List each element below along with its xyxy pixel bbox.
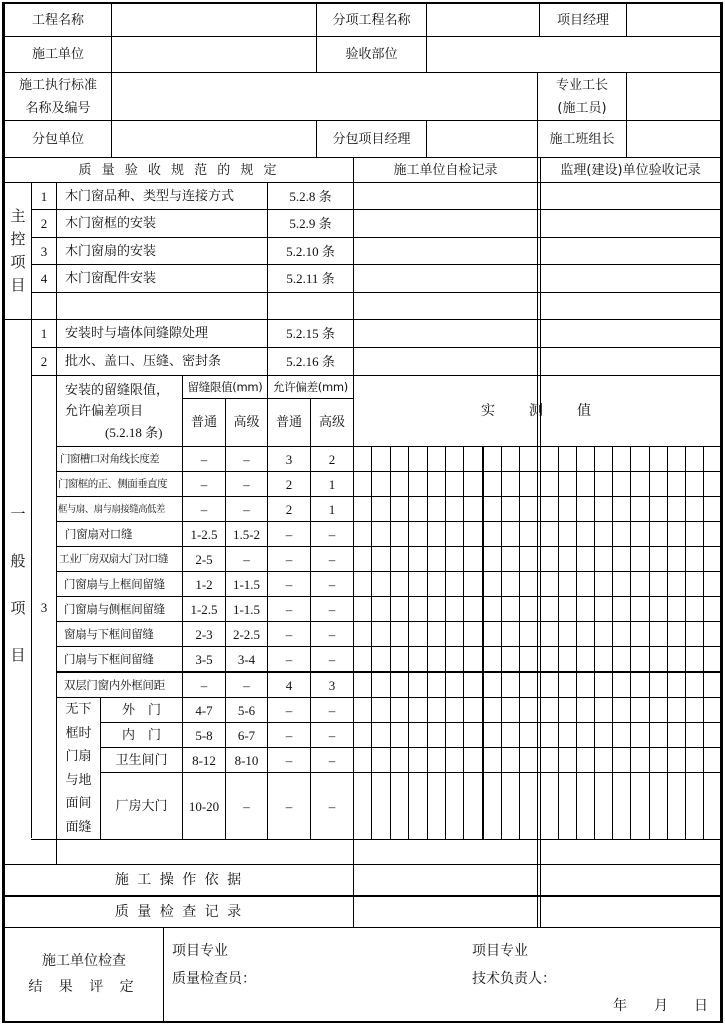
gap-premium-value: 5-6 [237, 702, 256, 718]
main-item-clause: 5.2.11 条 [286, 271, 335, 286]
gap-normal-value: 2-3 [195, 626, 213, 642]
floor-gap-row-name: 内 门 [121, 727, 161, 743]
project-name-field[interactable] [112, 4, 316, 36]
tol-normal-value: – [285, 651, 293, 667]
date-day[interactable]: 日 [694, 998, 708, 1014]
quality-record-self-check[interactable] [354, 897, 537, 927]
right-signature-title: 项目专业 [472, 943, 528, 959]
gap-premium-value: 1-1.5 [232, 576, 261, 592]
tol-normal-value: – [285, 727, 293, 743]
main-control-group-label: 主 控 项 目 [10, 206, 26, 294]
standard-label [5, 73, 111, 120]
standard-label-line2: 名称及编号 [25, 100, 91, 116]
operation-basis-supervision[interactable] [541, 865, 720, 895]
date-month[interactable]: 月 [654, 998, 668, 1014]
main-item-clause: 5.2.8 条 [289, 188, 332, 204]
main-item-name: 木门窗扇的安装 [65, 243, 157, 259]
general-item-no: 1 [40, 326, 48, 341]
technical-lead-label[interactable]: 技术负责人： [472, 971, 556, 987]
sub-project-name-label: 分项工程名称 [332, 12, 411, 28]
spec-column-header: 质 量 验 收 规 范 的 规 定 [78, 162, 280, 178]
gap-normal-value: 2-5 [195, 551, 213, 567]
quality-record-label: 质 量 检 查 记 录 [114, 903, 244, 920]
gap-normal-value: 1-2 [195, 576, 213, 592]
standard-label-line1: 施工执行标准 [18, 77, 97, 93]
tol-premium-value: – [328, 727, 336, 743]
gap-premium-value: 8-10 [234, 752, 259, 768]
sub-project-name-field[interactable] [427, 4, 539, 36]
tol-normal-value: 2 [285, 476, 293, 492]
outer-border-right [720, 2, 723, 1023]
gap-premium-value: 1.5-2 [232, 526, 261, 542]
operation-basis-self-check[interactable] [354, 865, 537, 895]
main-item-no: 4 [40, 271, 48, 286]
gap-premium-value: 6-7 [237, 727, 256, 743]
foreman-label [538, 73, 626, 120]
gap-premium-header: 高级 [233, 415, 260, 430]
team-leader-label: 施工班组长 [549, 131, 615, 147]
foreman-field[interactable] [627, 73, 720, 120]
standard-field[interactable] [112, 73, 537, 120]
main-item-no: 2 [40, 216, 48, 231]
tol-normal-value: – [285, 798, 293, 814]
subcontract-manager-field[interactable] [427, 121, 537, 157]
date-year[interactable]: 年 [613, 998, 627, 1014]
supervision-column-header: 监理(建设)单位验收记录 [560, 162, 701, 178]
tol-premium-value: 1 [328, 501, 336, 517]
tol-premium-value: – [328, 626, 336, 642]
gap-normal-value: 1-2.5 [190, 526, 218, 542]
tolerance-row-name: 门窗框的正、侧面垂直度 [58, 477, 167, 490]
subcontract-manager-label: 分包项目经理 [332, 131, 411, 147]
tolerance-row-name: 双层门窗内外框间距 [64, 677, 165, 692]
general-item-clause: 5.2.16 条 [286, 354, 335, 369]
floor-gap-group-label: 无下 框时 门扇 与地 面间 面缝 [65, 702, 92, 835]
general-group-label: 一 般 项 目 [10, 505, 26, 664]
gap-normal-value: – [200, 476, 208, 492]
tol-premium-value: – [328, 526, 336, 542]
tol-premium-value: – [328, 702, 336, 718]
floor-gap-row-name: 外 门 [121, 702, 161, 718]
tol-premium-value: – [328, 651, 336, 667]
construction-unit-field[interactable] [112, 37, 316, 72]
gap-premium-value: – [243, 451, 250, 467]
main-item-name: 木门窗品种、类型与连接方式 [65, 188, 235, 204]
project-manager-label: 项目经理 [556, 12, 609, 28]
project-manager-field[interactable] [627, 4, 720, 36]
outer-border-bottom [2, 1021, 723, 1023]
gap-premium-value: – [243, 798, 250, 814]
gap-normal-value: 10-20 [188, 798, 220, 814]
tol-normal-value: – [285, 551, 293, 567]
tolerance-row-name: 工业厂房双扇大门对口缝 [59, 552, 168, 565]
gap-premium-value: 3-4 [237, 651, 256, 667]
quality-inspector-label[interactable]: 质量检查员： [172, 971, 256, 987]
quality-record-supervision[interactable] [541, 897, 720, 927]
construction-unit-label: 施工单位 [31, 47, 84, 62]
gap-premium-value: 1-1.5 [232, 601, 261, 617]
general-item-name: 批水、盖口、压缝、密封条 [65, 354, 222, 369]
tolerance-header: 允许偏差(mm) [273, 379, 348, 394]
tol-premium-value: 1 [328, 476, 336, 492]
gap-normal-value: – [200, 501, 208, 517]
tol-premium-value: – [328, 752, 336, 768]
tol-premium-value: – [328, 798, 336, 814]
left-signature-title: 项目专业 [172, 943, 228, 959]
gap-normal-value: 5-8 [195, 727, 213, 743]
gap-premium-value: 2-2.5 [232, 626, 261, 642]
tol-normal-header: 普通 [275, 415, 302, 430]
tolerance-row-name: 门扇与下框间留缝 [64, 651, 154, 666]
tol-premium-value: – [328, 601, 336, 617]
tolerance-row-name: 门窗扇与侧框间留缝 [64, 601, 165, 616]
operation-basis-label: 施 工 操 作 依 据 [114, 871, 244, 888]
tol-premium-value: – [328, 551, 336, 567]
general-item-no: 2 [40, 354, 48, 369]
tolerance-row-name: 门窗扇与上框间留缝 [64, 576, 165, 591]
self-check-column-header: 施工单位自检记录 [393, 162, 498, 178]
tolerance-row-name: 框与扇、扇与扇接缝高低差 [58, 503, 165, 515]
general-item-no: 3 [40, 599, 48, 615]
main-item-name: 木门窗配件安装 [65, 271, 157, 286]
gap-normal-value: 4-7 [195, 702, 213, 718]
tol-normal-value: – [285, 626, 293, 642]
general-item-clause: 5.2.15 条 [286, 326, 335, 341]
tol-normal-value: – [285, 601, 293, 617]
gap-normal-value: – [200, 677, 208, 693]
tol-normal-value: – [285, 526, 293, 542]
general-item-name: 安装时与墙体间缝隙处理 [65, 326, 209, 341]
tol-normal-value: – [285, 576, 293, 592]
floor-gap-row-name: 卫生间门 [115, 752, 168, 768]
tolerance-row-name: 窗扇与下框间留缝 [64, 626, 154, 641]
subcontract-unit-field[interactable] [112, 121, 316, 157]
team-leader-field[interactable] [627, 121, 720, 157]
gap-normal-value: 1-2.5 [190, 601, 218, 617]
acceptance-part-label: 验收部位 [345, 47, 398, 62]
gap-limit-header: 留缝限值(mm) [187, 379, 263, 394]
tol-normal-value: 2 [285, 501, 293, 517]
main-item-no: 1 [40, 188, 48, 204]
floor-gap-row-name: 厂房大门 [115, 798, 168, 814]
gap-premium-value: – [243, 551, 250, 567]
tol-premium-value: 2 [328, 451, 336, 467]
measured-values-header: 实 测 值 [481, 402, 593, 419]
gap-normal-value: – [200, 451, 208, 467]
tol-normal-value: 4 [285, 677, 293, 693]
gap-normal-header: 普通 [190, 415, 217, 430]
subcontract-unit-label: 分包单位 [31, 131, 84, 147]
project-name-label: 工程名称 [31, 12, 84, 28]
gap-premium-value: – [243, 677, 250, 693]
main-item-no: 3 [40, 243, 48, 259]
tolerance-row-name: 门窗槽口对角线长度差 [60, 452, 159, 465]
gap-premium-value: – [243, 476, 250, 492]
main-item-clause: 5.2.9 条 [289, 216, 332, 231]
gap-normal-value: 3-5 [195, 651, 213, 667]
tol-normal-value: – [285, 752, 293, 768]
item3-title: 安装的留缝限值， 允许偏差项目 (5.2.18 条) [65, 382, 170, 440]
acceptance-part-field[interactable] [427, 37, 720, 72]
foreman-label-line2: (施工员) [557, 100, 607, 116]
tol-premium-header: 高级 [318, 415, 345, 430]
foreman-label-line1: 专业工长 [555, 77, 608, 93]
gap-premium-value: – [243, 501, 250, 517]
tol-premium-value: – [328, 576, 336, 592]
tol-premium-value: 3 [328, 677, 336, 693]
tol-normal-value: 3 [285, 451, 293, 467]
result-evaluation-label: 施工单位检查 结 果 评 定 [28, 953, 140, 995]
main-item-name: 木门窗框的安装 [65, 216, 157, 231]
gap-normal-value: 8-12 [192, 752, 216, 768]
tolerance-row-name: 门窗扇对口缝 [65, 526, 133, 541]
tol-normal-value: – [285, 702, 293, 718]
main-item-clause: 5.2.10 条 [286, 243, 335, 259]
